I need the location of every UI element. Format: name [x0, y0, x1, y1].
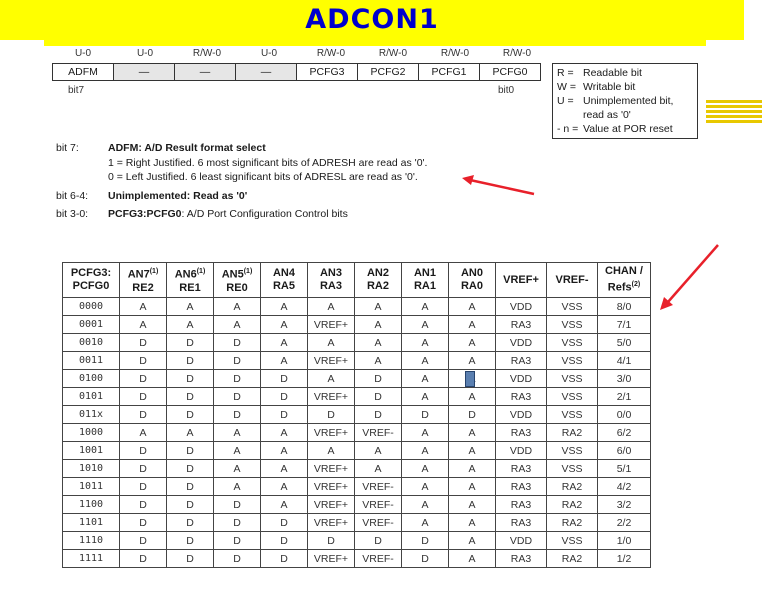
- banner-strip: [44, 40, 706, 46]
- table-cell: RA3: [496, 460, 547, 478]
- table-cell: D: [120, 514, 167, 532]
- table-cell: D: [214, 388, 261, 406]
- table-cell: D: [167, 496, 214, 514]
- register-access-row: [52, 48, 548, 62]
- table-row: [63, 442, 651, 460]
- config-code-cell: 1110: [63, 532, 120, 550]
- header-line1: AN1: [413, 267, 436, 279]
- access-label: U-0: [136, 48, 154, 59]
- header-line1: AN6: [174, 268, 197, 281]
- table-cell: A: [214, 460, 261, 478]
- table-cell: D: [355, 406, 402, 424]
- column-header: [449, 263, 496, 298]
- table-cell: A: [449, 352, 496, 370]
- header-line1: CHAN /: [605, 265, 643, 278]
- table-cell: A: [308, 334, 355, 352]
- access-label: R/W-0: [440, 48, 470, 59]
- table-row: [63, 424, 651, 442]
- table-cell: A: [355, 334, 402, 352]
- table-cell: D: [120, 550, 167, 568]
- table-row: [63, 334, 651, 352]
- table-cell: D: [308, 406, 355, 424]
- table-cell: A: [261, 460, 308, 478]
- table-cell: A: [449, 424, 496, 442]
- table-cell: D: [120, 334, 167, 352]
- bit-title: Unimplemented: Read as '0': [108, 190, 248, 202]
- config-code-cell: 1010: [63, 460, 120, 478]
- table-cell: D: [167, 550, 214, 568]
- column-header: [598, 263, 651, 298]
- table-cell: VREF+: [308, 550, 355, 568]
- header-footnote: (1): [196, 268, 206, 276]
- table-cell: VDD: [496, 442, 547, 460]
- table-cell: A: [449, 334, 496, 352]
- table-cell: VREF+: [308, 478, 355, 496]
- table-cell: D: [261, 388, 308, 406]
- table-cell: A: [167, 298, 214, 316]
- header-line1: AN0: [460, 267, 483, 279]
- legend-key: [557, 108, 583, 122]
- register-bit: —: [236, 64, 297, 81]
- access-label: U-0: [260, 48, 278, 59]
- table-cell: A: [402, 388, 449, 406]
- table-cell: RA3: [496, 352, 547, 370]
- table-cell: D: [120, 478, 167, 496]
- table-cell: RA3: [496, 478, 547, 496]
- table-cell: D: [120, 460, 167, 478]
- table-cell: A: [261, 298, 308, 316]
- header-line2: RA3: [319, 280, 342, 292]
- table-cell: A: [261, 352, 308, 370]
- table-cell: VREF+: [308, 388, 355, 406]
- table-cell: D: [167, 460, 214, 478]
- table-cell: A: [308, 442, 355, 460]
- table-cell: A: [120, 298, 167, 316]
- config-code-cell: 1101: [63, 514, 120, 532]
- table-cell: A: [214, 298, 261, 316]
- table-cell: A: [355, 352, 402, 370]
- table-cell: D: [214, 514, 261, 532]
- table-cell: D: [120, 352, 167, 370]
- header-footnote: (1): [149, 268, 159, 276]
- config-code-cell: 1000: [63, 424, 120, 442]
- table-cell: A: [449, 316, 496, 334]
- table-cell: RA3: [496, 424, 547, 442]
- table-cell: D: [167, 514, 214, 532]
- config-code-cell: 0101: [63, 388, 120, 406]
- table-cell: D: [355, 370, 402, 388]
- column-header: [167, 263, 214, 298]
- table-cell: A: [402, 442, 449, 460]
- table-cell: D: [402, 406, 449, 424]
- table-cell: D: [261, 550, 308, 568]
- table-cell: VDD: [496, 370, 547, 388]
- table-cell: D: [167, 406, 214, 424]
- column-header: [402, 263, 449, 298]
- header-line2: Refs: [607, 281, 632, 294]
- bit-option: 1 = Right Justified. 6 most significant bits of ADRESH are read as '0'.: [108, 157, 428, 169]
- header-line1: PCFG3:: [70, 267, 112, 279]
- bit-title: PCFG3:PCFG0: [108, 208, 182, 220]
- table-cell: D: [214, 352, 261, 370]
- table-cell: RA3: [496, 514, 547, 532]
- table-cell: VREF+: [308, 460, 355, 478]
- table-cell: D: [120, 496, 167, 514]
- table-cell: D: [167, 334, 214, 352]
- table-cell: VSS: [547, 334, 598, 352]
- table-cell: D: [261, 514, 308, 532]
- msb-label: bit7: [68, 85, 85, 96]
- table-cell: A: [402, 478, 449, 496]
- table-cell: A: [355, 298, 402, 316]
- access-label: R/W-0: [316, 48, 346, 59]
- table-cell: VDD: [496, 298, 547, 316]
- config-code-cell: 0001: [63, 316, 120, 334]
- bit-label: bit 6-4:: [56, 190, 89, 202]
- table-cell: VSS: [547, 388, 598, 406]
- decorative-stripes: [706, 100, 762, 128]
- table-cell: A: [355, 460, 402, 478]
- table-cell: VSS: [547, 352, 598, 370]
- table-cell: VSS: [547, 298, 598, 316]
- table-cell: A: [261, 496, 308, 514]
- column-header: [63, 263, 120, 298]
- header-footnote: (1): [243, 268, 253, 276]
- legend-value: read as '0': [583, 109, 631, 121]
- table-cell: D: [449, 406, 496, 424]
- table-cell: D: [214, 532, 261, 550]
- table-cell: D: [261, 370, 308, 388]
- column-header: [355, 263, 402, 298]
- table-cell: D: [167, 478, 214, 496]
- table-cell: A: [355, 316, 402, 334]
- table-cell: D: [402, 550, 449, 568]
- table-cell: A: [449, 442, 496, 460]
- table-cell: VSS: [547, 532, 598, 550]
- register-bit: —: [114, 64, 175, 81]
- table-cell: VSS: [547, 460, 598, 478]
- table-cell: RA3: [496, 316, 547, 334]
- access-label: R/W-0: [192, 48, 222, 59]
- table-cell: 1/2: [598, 550, 651, 568]
- arrow-left-icon: [458, 172, 538, 198]
- legend-row: [557, 94, 693, 108]
- table-cell: D: [120, 442, 167, 460]
- legend-key: - n =: [557, 123, 579, 135]
- table-cell: VSS: [547, 370, 598, 388]
- access-label: R/W-0: [378, 48, 408, 59]
- table-cell: A: [261, 478, 308, 496]
- legend-row: [557, 80, 693, 94]
- table-cell: D: [214, 370, 261, 388]
- table-cell: A: [402, 496, 449, 514]
- bit-title-rest: : A/D Port Configuration Control bits: [181, 208, 348, 220]
- table-cell: A: [449, 532, 496, 550]
- table-cell: A: [449, 496, 496, 514]
- table-cell: D: [261, 406, 308, 424]
- table-cell: A: [402, 514, 449, 532]
- column-header: [308, 263, 355, 298]
- table-cell: A: [167, 424, 214, 442]
- register-bit: PCFG1: [419, 64, 480, 81]
- header-line2: RA2: [366, 280, 389, 292]
- legend-key: U =: [557, 95, 574, 107]
- table-cell: RA2: [547, 478, 598, 496]
- table-cell: 3/0: [598, 370, 651, 388]
- header-line1: AN7: [127, 268, 150, 281]
- legend-value: Writable bit: [583, 81, 636, 93]
- header-footnote: (2): [631, 281, 641, 289]
- table-cell: D: [214, 496, 261, 514]
- access-label: U-0: [74, 48, 92, 59]
- table-cell: RA3: [496, 496, 547, 514]
- table-cell: 7/1: [598, 316, 651, 334]
- table-cell: VREF-: [355, 424, 402, 442]
- table-cell: D: [167, 532, 214, 550]
- header-line2: RA5: [272, 280, 295, 292]
- table-cell: 5/1: [598, 460, 651, 478]
- table-row: [63, 478, 651, 496]
- column-header: [547, 263, 598, 298]
- table-cell: 4/2: [598, 478, 651, 496]
- header-line1: VREF+: [503, 273, 539, 286]
- table-cell: 0/0: [598, 406, 651, 424]
- table-row: [63, 514, 651, 532]
- legend-key: R =: [557, 67, 574, 79]
- table-cell: VREF-: [355, 496, 402, 514]
- header-line1: AN4: [272, 267, 295, 279]
- legend-row: [557, 108, 693, 122]
- table-cell: A: [449, 388, 496, 406]
- table-row: [63, 406, 651, 424]
- table-cell: A: [120, 424, 167, 442]
- table-cell: 6/2: [598, 424, 651, 442]
- table-cell: A: [261, 442, 308, 460]
- table-cell: RA2: [547, 424, 598, 442]
- table-cell: D: [120, 388, 167, 406]
- table-cell: A: [261, 424, 308, 442]
- table-cell: VREF-: [355, 478, 402, 496]
- header-line2: RE1: [179, 281, 201, 294]
- table-cell: A: [308, 370, 355, 388]
- table-cell: D: [167, 442, 214, 460]
- config-code-cell: 1011: [63, 478, 120, 496]
- table-cell: RA3: [496, 550, 547, 568]
- table-cell: A: [214, 478, 261, 496]
- lsb-label: bit0: [498, 85, 515, 96]
- table-cell: 5/0: [598, 334, 651, 352]
- table-row: [63, 316, 651, 334]
- table-row: [63, 496, 651, 514]
- table-row: [63, 388, 651, 406]
- cursor-icon: [465, 371, 475, 387]
- column-header: [496, 263, 547, 298]
- table-cell: D: [167, 352, 214, 370]
- table-cell: VREF-: [355, 550, 402, 568]
- header-line1: AN3: [319, 267, 342, 279]
- table-cell: D: [167, 370, 214, 388]
- table-cell: VSS: [547, 442, 598, 460]
- register-bit: PCFG3: [297, 64, 358, 81]
- column-header: [214, 263, 261, 298]
- table-cell: 2/1: [598, 388, 651, 406]
- register-bit: —: [175, 64, 236, 81]
- table-cell: A: [120, 316, 167, 334]
- access-label: R/W-0: [502, 48, 532, 59]
- table-cell: 3/2: [598, 496, 651, 514]
- table-cell: A: [402, 298, 449, 316]
- table-cell: A: [402, 316, 449, 334]
- column-header: [261, 263, 308, 298]
- bit-label: bit 7:: [56, 142, 79, 154]
- table-cell: D: [120, 406, 167, 424]
- register-bit: PCFG2: [358, 64, 419, 81]
- table-cell: A: [402, 460, 449, 478]
- column-header: [120, 263, 167, 298]
- config-code-cell: 1100: [63, 496, 120, 514]
- table-cell: D: [167, 388, 214, 406]
- table-row: [63, 352, 651, 370]
- table-cell: VREF+: [308, 514, 355, 532]
- bit-option: 0 = Left Justified. 6 least significant bits of ADRESL are read as '0'.: [108, 171, 418, 183]
- config-code-cell: 0000: [63, 298, 120, 316]
- table-cell: A: [449, 478, 496, 496]
- table-cell: VREF-: [355, 514, 402, 532]
- table-row: [63, 370, 651, 388]
- register-bit: PCFG0: [480, 64, 541, 81]
- table-cell: VREF+: [308, 352, 355, 370]
- table-cell: VREF+: [308, 424, 355, 442]
- table-cell: A: [167, 316, 214, 334]
- table-cell: A: [261, 316, 308, 334]
- config-code-cell: 0011: [63, 352, 120, 370]
- table-cell: D: [120, 532, 167, 550]
- table-cell: 6/0: [598, 442, 651, 460]
- legend-key: W =: [557, 81, 576, 93]
- table-cell: RA2: [547, 550, 598, 568]
- legend-value: Value at POR reset: [583, 123, 673, 135]
- header-line2: RE0: [226, 281, 248, 294]
- table-cell: D: [214, 334, 261, 352]
- table-cell: VSS: [547, 316, 598, 334]
- header-line2: RA0: [460, 280, 483, 292]
- table-cell: A: [402, 334, 449, 352]
- table-cell: A: [355, 442, 402, 460]
- table-cell: 2/2: [598, 514, 651, 532]
- table-cell: D: [402, 532, 449, 550]
- table-cell: 8/0: [598, 298, 651, 316]
- table-cell: VREF+: [308, 316, 355, 334]
- table-cell: RA3: [496, 388, 547, 406]
- config-code-cell: 1001: [63, 442, 120, 460]
- table-cell: A: [449, 298, 496, 316]
- table-cell: D: [355, 532, 402, 550]
- port-config-table: [62, 262, 651, 568]
- table-cell: VDD: [496, 334, 547, 352]
- bit-title: ADFM: A/D Result format select: [108, 142, 266, 154]
- legend-box: [552, 63, 698, 139]
- table-cell: A: [402, 352, 449, 370]
- table-cell: A: [449, 460, 496, 478]
- table-cell: A: [214, 316, 261, 334]
- table-row: [63, 550, 651, 568]
- table-cell: VSS: [547, 406, 598, 424]
- legend-value: Unimplemented bit,: [583, 95, 674, 107]
- table-cell: RA2: [547, 496, 598, 514]
- page-title: ADCON1: [305, 4, 439, 35]
- legend-value: Readable bit: [583, 67, 642, 79]
- table-cell: A: [449, 514, 496, 532]
- table-row: [63, 298, 651, 316]
- table-cell: A: [449, 550, 496, 568]
- table-cell: D: [214, 550, 261, 568]
- table-cell: A: [402, 424, 449, 442]
- config-code-cell: 011x: [63, 406, 120, 424]
- legend-row: [557, 122, 693, 136]
- table-cell: VREF+: [308, 496, 355, 514]
- table-cell: A: [214, 424, 261, 442]
- table-cell: A: [308, 298, 355, 316]
- table-cell: D: [355, 388, 402, 406]
- table-cell: D: [214, 406, 261, 424]
- header-line2: RE2: [132, 281, 154, 294]
- header-line1: AN2: [366, 267, 389, 279]
- table-cell: 4/1: [598, 352, 651, 370]
- table-cell: D: [261, 532, 308, 550]
- register-bit-table: [52, 63, 541, 81]
- header-line2: RA1: [413, 280, 436, 292]
- bit-label: bit 3-0:: [56, 208, 89, 220]
- header-line2: PCFG0: [72, 280, 110, 292]
- arrow-down-left-icon: [656, 242, 722, 314]
- register-bit: ADFM: [53, 64, 114, 81]
- table-cell: A: [402, 370, 449, 388]
- legend-row: [557, 66, 693, 80]
- table-cell: A: [261, 334, 308, 352]
- header-line1: AN5: [221, 268, 244, 281]
- table-row: [63, 532, 651, 550]
- bit-title-line: [108, 208, 348, 220]
- table-cell: 1/0: [598, 532, 651, 550]
- table-row: [63, 460, 651, 478]
- table-cell: VDD: [496, 406, 547, 424]
- table-cell: A: [214, 442, 261, 460]
- config-code-cell: 1111: [63, 550, 120, 568]
- table-cell: D: [120, 370, 167, 388]
- config-code-cell: 0010: [63, 334, 120, 352]
- header-line1: VREF-: [555, 273, 589, 286]
- table-header-row: [63, 263, 651, 298]
- table-cell: D: [308, 532, 355, 550]
- table-cell: VDD: [496, 532, 547, 550]
- config-code-cell: 0100: [63, 370, 120, 388]
- table-cell: RA2: [547, 514, 598, 532]
